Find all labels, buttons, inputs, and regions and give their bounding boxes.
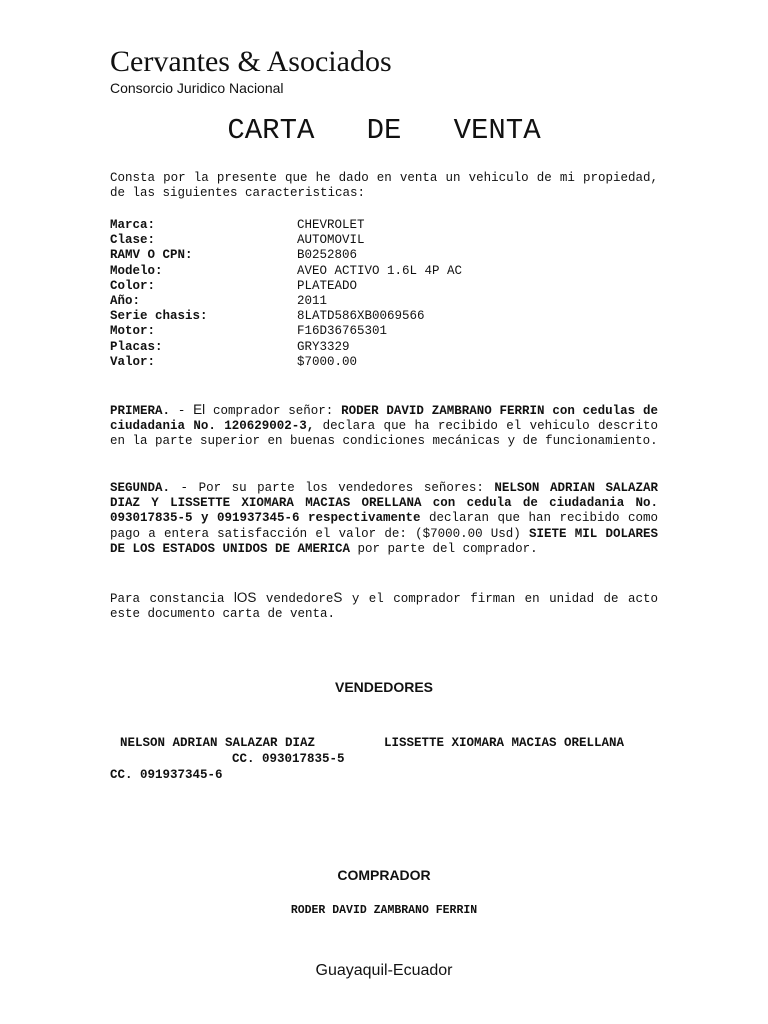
sellers-heading: VENDEDORES bbox=[334, 679, 434, 695]
document-title: CARTA DE VENTA bbox=[227, 114, 541, 147]
clause-primera-label: PRIMERA. bbox=[110, 404, 171, 418]
clause-primera-text2: declara que ha recibido el vehiculo descrito en la parte superior en buenas condiciones mecánicas y de funcionamiento. bbox=[110, 419, 658, 449]
vehicle-field-value: F16D36765301 bbox=[297, 324, 388, 339]
vehicle-field-label: Año: bbox=[110, 293, 141, 308]
vehicle-field-row bbox=[110, 264, 658, 279]
clause-primera-dash: - bbox=[170, 404, 194, 418]
closing-text3: y el comprador firman en unidad de acto este documento carta de venta. bbox=[110, 592, 658, 622]
clause-primera bbox=[110, 402, 658, 450]
amount-in-words: SIETE MIL DOLARES DE LOS ESTADOS UNIDOS DE AMERICA bbox=[110, 526, 658, 556]
vehicle-field-label: Serie chasis: bbox=[110, 309, 208, 324]
vehicle-field-label: Color: bbox=[110, 278, 156, 293]
vehicle-field-label: Placas: bbox=[110, 339, 163, 354]
vehicle-field-value: AUTOMOVIL bbox=[297, 233, 365, 248]
clause-primera-text1: comprador señor: bbox=[205, 404, 342, 418]
buyer-name: RODER DAVID ZAMBRANO FERRIN bbox=[290, 904, 478, 917]
vehicle-field-value: AVEO ACTIVO 1.6L 4P AC bbox=[297, 263, 463, 278]
vehicle-field-label: Clase: bbox=[110, 233, 156, 248]
vehicle-field-value: $7000.00 bbox=[297, 354, 358, 369]
vehicle-field-value: CHEVROLET bbox=[297, 218, 365, 232]
clause-segunda bbox=[110, 481, 658, 557]
clause-primera-el: El bbox=[193, 402, 206, 417]
closing-s-char: S bbox=[333, 590, 343, 605]
vehicle-field-label: RAMV O CPN: bbox=[110, 248, 193, 263]
intro-paragraph: Consta por la presente que he dado en venta un vehiculo de mi propiedad, de las siguientes caracteristicas: bbox=[110, 171, 658, 201]
buyer-identity: RODER DAVID ZAMBRANO FERRIN con cedulas de ciudadania No. 120629002-3, bbox=[110, 404, 658, 434]
firm-subtitle: Consorcio Juridico Nacional bbox=[110, 80, 284, 96]
clause-segunda-text3: por parte del comprador. bbox=[350, 541, 538, 556]
vehicle-field-value: GRY3329 bbox=[297, 339, 350, 354]
clause-segunda-label: SEGUNDA. bbox=[110, 481, 171, 495]
buyer-heading: COMPRADOR bbox=[337, 867, 431, 883]
vehicle-field-label: Modelo: bbox=[110, 263, 163, 278]
seller2-cc: CC. 091937345-6 bbox=[110, 768, 223, 782]
clause-segunda-text1: - Por su parte los vendedores señores: bbox=[170, 481, 495, 495]
vehicle-field-label: Valor: bbox=[110, 354, 156, 369]
vehicle-field-value: B0252806 bbox=[297, 248, 358, 263]
vehicle-field-row bbox=[110, 340, 658, 355]
seller1-name: NELSON ADRIAN SALAZAR DIAZ bbox=[120, 736, 316, 750]
sellers-identity: NELSON ADRIAN SALAZAR DIAZ Y LISSETTE XIOMARA MACIAS ORELLANA con cedula de ciudadania No. 093017835-5 y 091937345-6 respectivamente bbox=[110, 481, 658, 526]
vehicle-field-value: PLATEADO bbox=[297, 278, 358, 293]
firm-name: Cervantes & Asociados bbox=[110, 45, 392, 78]
vehicle-field-row bbox=[110, 233, 658, 248]
vehicle-field-row bbox=[110, 355, 658, 370]
place-footer: Guayaquil-Ecuador bbox=[315, 962, 453, 979]
closing-paragraph bbox=[110, 590, 658, 622]
closing-los: lOS bbox=[233, 590, 257, 605]
vehicle-field-row bbox=[110, 309, 658, 324]
seller1-cc: CC. 093017835-5 bbox=[232, 752, 345, 766]
vehicle-field-label: Motor: bbox=[110, 324, 156, 339]
vehicle-field-row bbox=[110, 279, 658, 294]
vehicle-field-value: 2011 bbox=[297, 293, 328, 308]
vehicle-fields bbox=[110, 218, 658, 370]
clause-segunda-text2: declaran que han recibido como pago a entera satisfacción el valor de: ($7000.00 Usd) bbox=[110, 511, 658, 541]
vehicle-field-label: Marca: bbox=[110, 218, 156, 232]
vehicle-field-row bbox=[110, 248, 658, 263]
closing-text1: Para constancia bbox=[110, 592, 234, 606]
vehicle-field-value: 8LATD586XB0069566 bbox=[297, 309, 425, 324]
vehicle-field-row bbox=[110, 324, 658, 339]
vehicle-field-row bbox=[110, 294, 658, 309]
closing-text2: vendedore bbox=[256, 592, 334, 606]
seller2-name: LISSETTE XIOMARA MACIAS ORELLANA bbox=[384, 736, 625, 750]
vehicle-field-row bbox=[110, 218, 658, 233]
